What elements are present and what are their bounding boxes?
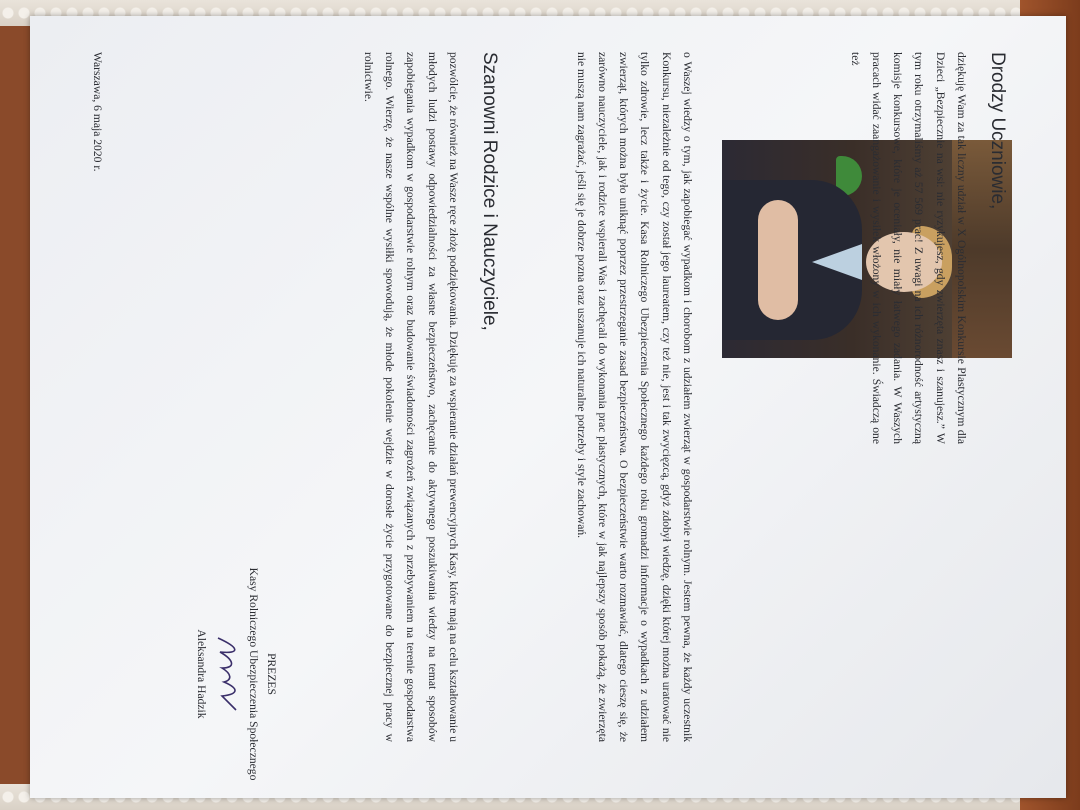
students-paragraph-2: o Waszej wiedzy o tym, jak zapobiegać wypadkom i chorobom z udziałem zwierząt w gospodarstwie rolnym. Jestem pewna, że każdy uczestnik Konkursu, niezależnie od tego, czy został jego laureatem, czy też nie, jest i tak zwycięzcą, gdyż zdobył wiedzę, dzięki której można uratować nie tylko zdrowie, lecz także i życie. Kasa Rolniczego Ubezpieczenia Społecznego każdego roku gromadzi informacje o wypadkach z udziałem zwierząt, których można było uniknąć poprzez przestrzeganie zasad bezpieczeństwa. O bezpieczeństwie warto rozmawiać, dlatego cieszę się, że zarówno nauczyciele, jak i rodzice wspierali Was i zachęcali do wykonania prac plastycznych, które w jak najlepszy sposób pokażą, że zwierzęta nie muszą nam zagrażać, jeśli się je dobrze pozna oraz uszanuje ich naturalne potrzeby i style zachowań.: [574, 52, 694, 742]
signature-block: [192, 564, 280, 784]
handwritten-signature: [210, 564, 244, 784]
folded-hands: [758, 200, 798, 320]
signature-name: Aleksandra Hadzik: [195, 629, 208, 719]
students-paragraph-1: dziękuję Wam za tak liczny udział w X Ogólnopolskim Konkursie Plastycznym dla Dzieci „Bezpiecznie na wsi: nie ryzykujesz, gdy zwierzęta znasz i szanujesz.” W tym roku otrzymaliśmy aż 57 569 prac! Z uwagi na ich różnorodność artystyczną komisje konkursowe, które je oceniały, nie miały łatwego zadania. W Waszych pracach widać zaangażowanie i wysiłek włożony w ich wykonanie. Świadczą one też: [848, 52, 968, 444]
letter-date: Warszawa, 6 maja 2020 r.: [91, 52, 104, 172]
greeting-parents: Szanowni Rodzice i Nauczyciele,: [479, 52, 500, 331]
signature-institution: Kasy Rolniczego Ubezpieczenia Społecznego: [247, 567, 260, 781]
greeting-students: Drodzy Uczniowie,: [987, 52, 1008, 210]
parents-paragraph: pozwólcie, że również na Wasze ręce złożę podziękowania. Dziękuję za wspieranie działań prewencyjnych Kasy, które mają na celu kształtowanie u młodych ludzi postawy odpowiedzialności za własne bezpieczeństwo, zachęcanie do aktywnego poszukiwania wiedzy na temat sposobów zapobiegania wypadkom w gospodarstwie rolnym oraz budowanie świadomości zagrożeń związanych z przebywaniem na terenie gospodarstwa rolnego. Wierzę, że nasze wspólne wysiłki spowodują, że młode pokolenie wejdzie w dorosłe życie przygotowane do bezpiecznej pracy w rolnictwie.: [361, 52, 460, 742]
letter-content: [38, 24, 1048, 784]
signature-title: PREZES: [265, 653, 278, 695]
paper-sheet: [30, 16, 1066, 798]
